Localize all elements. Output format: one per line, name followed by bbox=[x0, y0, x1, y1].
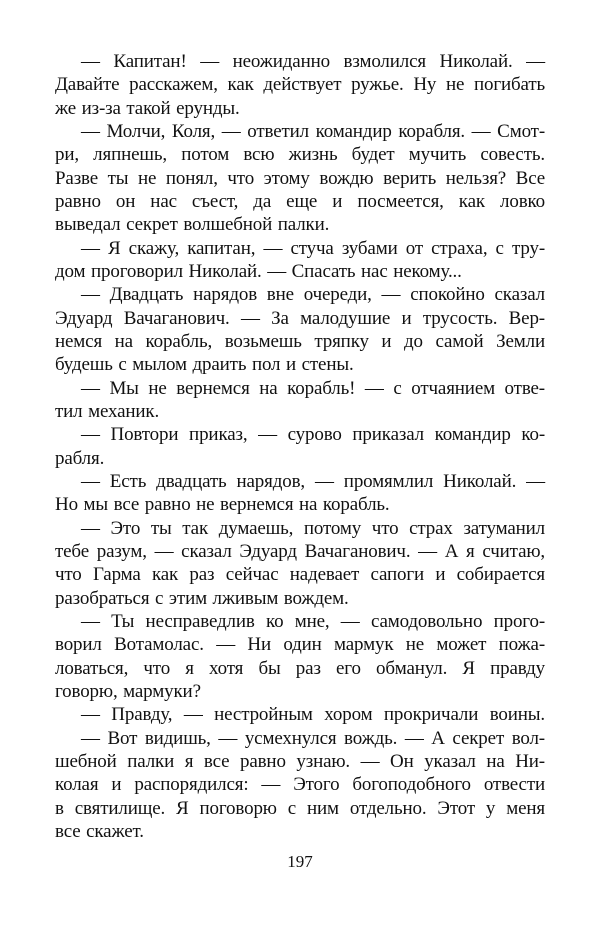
text-line: ловаться, что я хотя бы раз его обманул. Я правду bbox=[55, 657, 545, 679]
text-line: Давайте расскажем, как действует ружье. Ну не погибать bbox=[55, 74, 545, 96]
text-line: дом проговорил Николай. — Спасать нас некому... bbox=[55, 260, 462, 282]
text-line: — Капитан! — неожиданно взмолился Николай. — bbox=[81, 51, 545, 72]
text-line: что Гарма как раз сейчас надевает сапоги и собирается bbox=[55, 564, 545, 586]
text-line: все скажет. bbox=[55, 820, 144, 842]
paragraph bbox=[55, 470, 545, 517]
text-line: разобраться с этим лживым вождем. bbox=[55, 587, 349, 609]
text-line: — Двадцать нарядов вне очереди, — спокойно сказал bbox=[81, 284, 545, 306]
paragraph bbox=[55, 610, 545, 703]
paragraph bbox=[55, 703, 545, 726]
text-line: ворил Вотамолас. — Ни один мармук не может пожа- bbox=[55, 634, 545, 656]
text-line: выведал секрет волшебной палки. bbox=[55, 214, 330, 236]
paragraph bbox=[55, 237, 545, 284]
text-line: — Это ты так думаешь, потому что страх затуманил bbox=[81, 517, 545, 539]
text-line: будешь с мылом драить пол и стены. bbox=[55, 354, 354, 376]
paragraph bbox=[55, 120, 545, 237]
text-line: — Ты несправедлив ко мне, — самодовольно прого- bbox=[81, 610, 545, 632]
text-line: — Мы не вернемся на корабль! — с отчаянием отве- bbox=[81, 377, 545, 399]
text-line: шебной палки я все равно узнаю. — Он указал на Ни- bbox=[55, 750, 545, 772]
paragraph bbox=[55, 517, 545, 610]
text-line: — Повтори приказ, — сурово приказал командир ко- bbox=[81, 424, 545, 446]
text-line: — Я скажу, капитан, — стуча зубами от страха, с тру- bbox=[81, 237, 545, 259]
text-line: рабля. bbox=[55, 447, 105, 469]
paragraph bbox=[55, 283, 545, 376]
text-line: — Вот видишь, — усмехнулся вождь. — А секрет вол- bbox=[81, 727, 545, 749]
text-line: тил механик. bbox=[55, 400, 160, 422]
text-line: тебе разум, — сказал Эдуард Вачаганович. — А я считаю, bbox=[55, 540, 545, 562]
text-line: немся на корабль, возьмешь тряпку и до самой Земли bbox=[55, 330, 545, 352]
paragraph bbox=[55, 377, 545, 424]
page-text bbox=[55, 50, 545, 843]
text-line: Но мы все равно не вернемся на корабль. bbox=[55, 494, 390, 516]
text-line: Эдуард Вачаганович. — За малодушие и трусость. Вер- bbox=[55, 307, 545, 329]
text-line: же из-за такой ерунды. bbox=[55, 97, 240, 119]
text-line: Разве ты не понял, что этому вождю верить нельзя? Все bbox=[55, 167, 545, 189]
paragraph bbox=[55, 423, 545, 470]
paragraph bbox=[55, 727, 545, 844]
text-line: равно он нас съест, да еще и посмеется, как ловко bbox=[55, 190, 545, 212]
paragraph bbox=[55, 50, 545, 120]
text-line: колая и распорядился: — Этого богоподобного отвести bbox=[55, 774, 545, 796]
text-line: — Правду, — нестройным хором прокричали воины. bbox=[81, 704, 545, 726]
page-number: 197 bbox=[287, 852, 313, 871]
text-line: в святилище. Я поговорю с ним отдельно. Этот у меня bbox=[55, 797, 545, 819]
text-line: ри, ляпнешь, потом всю жизнь будет мучить совесть. bbox=[55, 144, 545, 166]
text-line: — Есть двадцать нарядов, — промямлил Николай. — bbox=[81, 470, 545, 492]
text-line: говорю, мармуки? bbox=[55, 680, 201, 702]
text-line: — Молчи, Коля, — ответил командир корабля. — Смот- bbox=[81, 120, 545, 142]
